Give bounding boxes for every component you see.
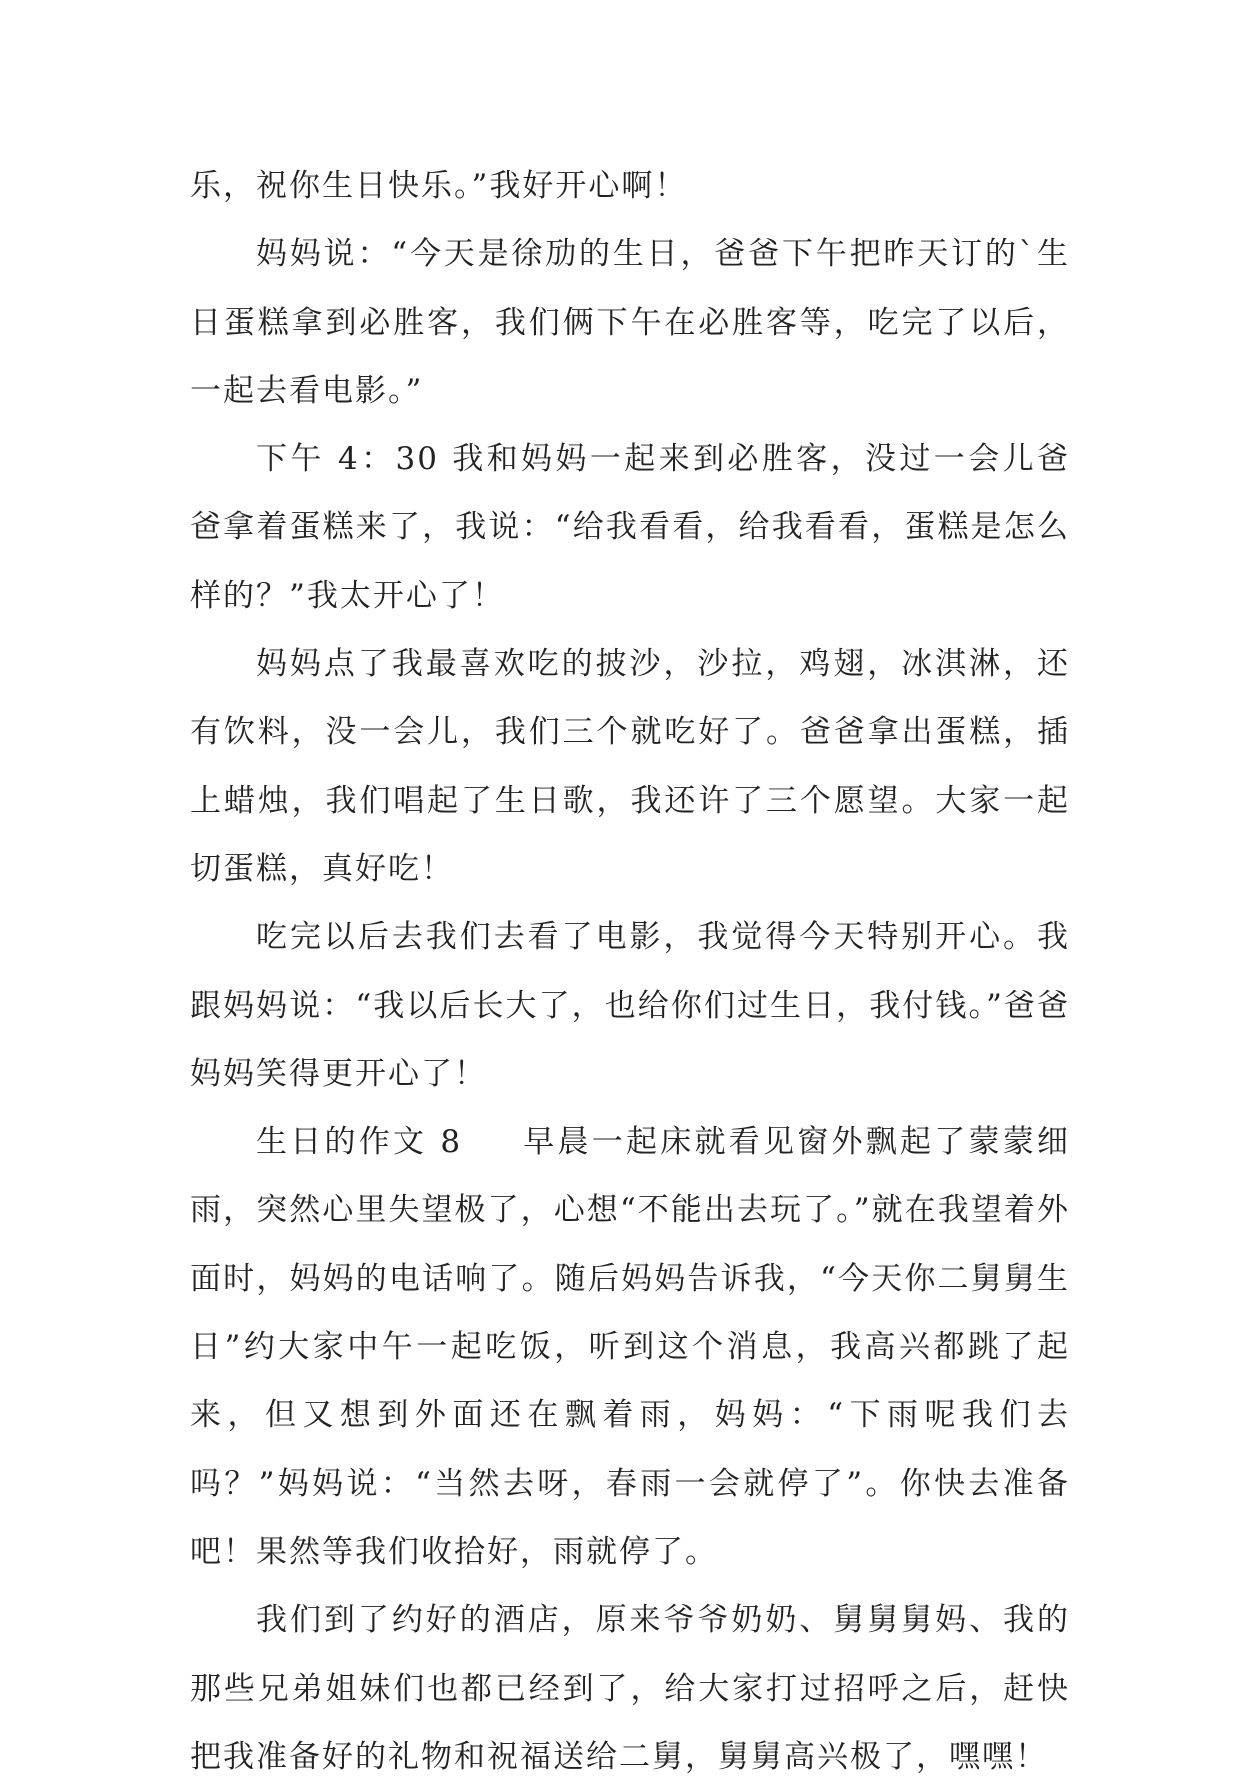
document-body	[190, 152, 1070, 1791]
paragraph-2: 妈妈说：“今天是徐劢的生日，爸爸下午把昨天订的`生日蛋糕拿到必胜客，我们俩下午在必胜客等，吃完了以后，一起去看电影。”	[190, 236, 1070, 409]
paragraph-5: 吃完以后去我们去看了电影，我觉得今天特别开心。我跟妈妈说：“我以后长大了，也给你们过生日，我付钱。”爸爸妈妈笑得更开心了！	[190, 919, 1070, 1092]
paragraph-1: 乐，祝你生日快乐。”我好开心啊！	[190, 168, 688, 204]
section-heading: 生日的作文 8	[256, 1124, 463, 1161]
paragraph-6-text: 早晨一起床就看见窗外飘起了蒙蒙细雨，突然心里失望极了，心想“不能出去玩了。”就在我望着外面时，妈妈的电话响了。随后妈妈告诉我，“今天你二舅舅生日”约大家中午一起吃饭，听到这个消息，我高兴都跳了起来，但又想到外面还在飘着雨，妈妈：“下雨呢我们去吗？”妈妈说：“当然去呀，春雨一会就停了”。你快去准备吧！果然等我们收拾好，雨就停了。	[190, 1124, 1071, 1570]
paragraph-3: 下午 4：30 我和妈妈一起来到必胜客，没过一会儿爸爸拿着蛋糕来了，我说：“给我看看，给我看看，蛋糕是怎么样的？”我太开心了！	[190, 441, 1070, 614]
paragraph-7: 我们到了约好的酒店，原来爷爷奶奶、舅舅舅妈、我的那些兄弟姐妹们也都已经到了，给大家打过招呼之后，赶快把我准备好的礼物和祝福送给二舅，舅舅高兴极了，嘿嘿！	[190, 1602, 1070, 1775]
paragraph-6	[190, 1108, 1070, 1586]
paragraph-4: 妈妈点了我最喜欢吃的披沙，沙拉，鸡翅，冰淇淋，还有饮料，没一会儿，我们三个就吃好了。爸爸拿出蛋糕，插上蜡烛，我们唱起了生日歌，我还许了三个愿望。大家一起切蛋糕，真好吃！	[190, 646, 1070, 887]
